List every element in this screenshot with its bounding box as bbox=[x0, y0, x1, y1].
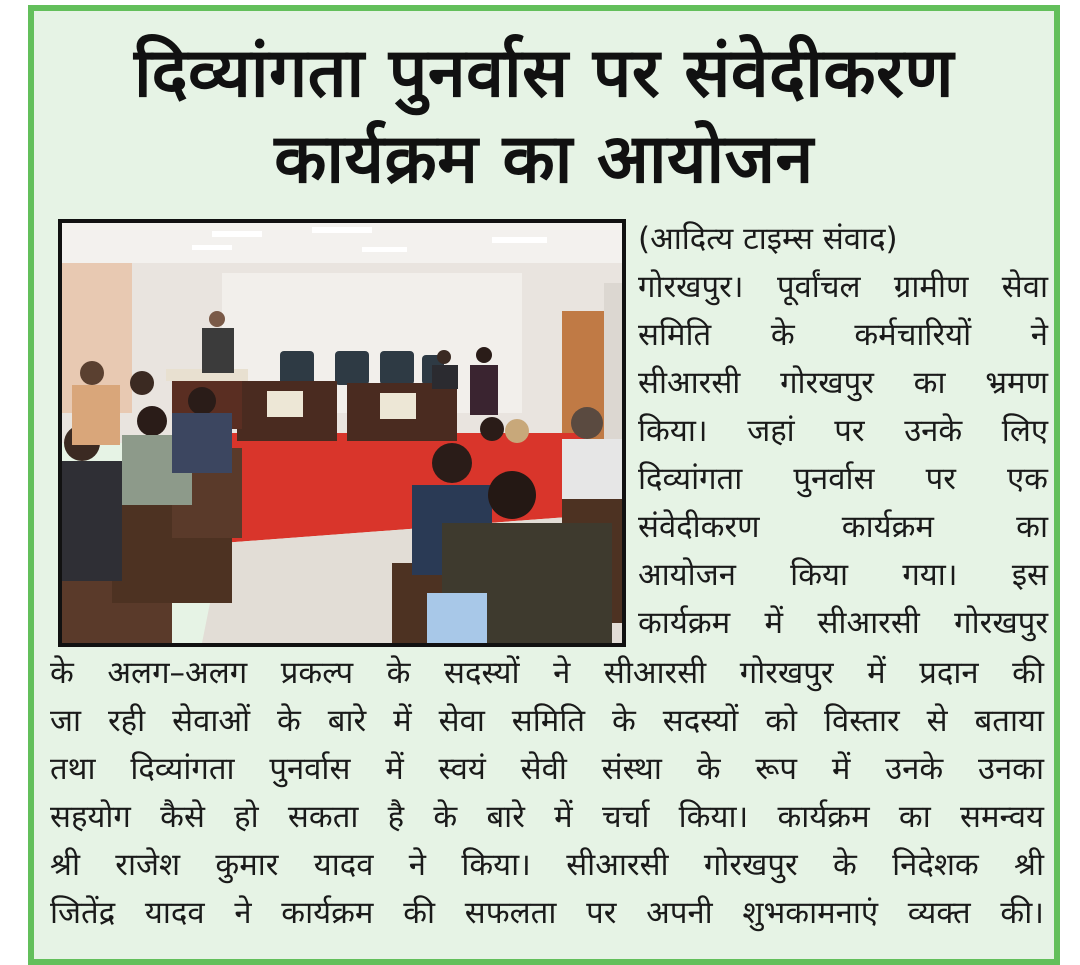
article-line-2: जा रही सेवाओं के बारे में सेवा समिति के सदस्यों को विस्तार से बताया bbox=[50, 703, 1044, 739]
article-side-line-1: गोरखपुर। पूर्वांचल ग्रामीण सेवा bbox=[638, 269, 1048, 305]
article-line-4: सहयोग कैसे हो सकता है के बारे में चर्चा किया। कार्यक्रम का समन्वय bbox=[50, 799, 1044, 835]
byline: (आदित्य टाइम्स संवाद) bbox=[638, 221, 898, 257]
event-photo bbox=[58, 219, 626, 647]
news-clipping bbox=[28, 5, 1060, 965]
headline-line-2: कार्यक्रम का आयोजन bbox=[274, 120, 814, 199]
article-side-line-2: समिति के कर्मचारियों ने bbox=[638, 317, 1048, 353]
article-side-line-3: सीआरसी गोरखपुर का भ्रमण bbox=[638, 365, 1048, 401]
article-side-line-4: किया। जहां पर उनके लिए bbox=[638, 413, 1048, 449]
article-line-1: के अलग–अलग प्रकल्प के सदस्यों ने सीआरसी गोरखपुर में प्रदान की bbox=[50, 655, 1044, 691]
article-side-line-6: संवेदीकरण कार्यक्रम का bbox=[638, 509, 1048, 545]
headline-line-1: दिव्यांगता पुनर्वास पर संवेदीकरण bbox=[133, 34, 955, 113]
article-side-line-7: आयोजन किया गया। इस bbox=[638, 557, 1048, 593]
article-side-line-5: दिव्यांगता पुनर्वास पर एक bbox=[638, 461, 1048, 497]
article-line-3: तथा दिव्यांगता पुनर्वास में स्वयं सेवी संस्था के रूप में उनके उनका bbox=[50, 751, 1044, 787]
article-line-6: जितेंद्र यादव ने कार्यक्रम की सफलता पर अपनी शुभकामनाएं व्यक्त की। bbox=[50, 895, 1044, 931]
article-side-line-8: कार्यक्रम में सीआरसी गोरखपुर bbox=[638, 605, 1048, 641]
article-line-5: श्री राजेश कुमार यादव ने किया। सीआरसी गोरखपुर के निदेशक श्री bbox=[50, 847, 1044, 883]
